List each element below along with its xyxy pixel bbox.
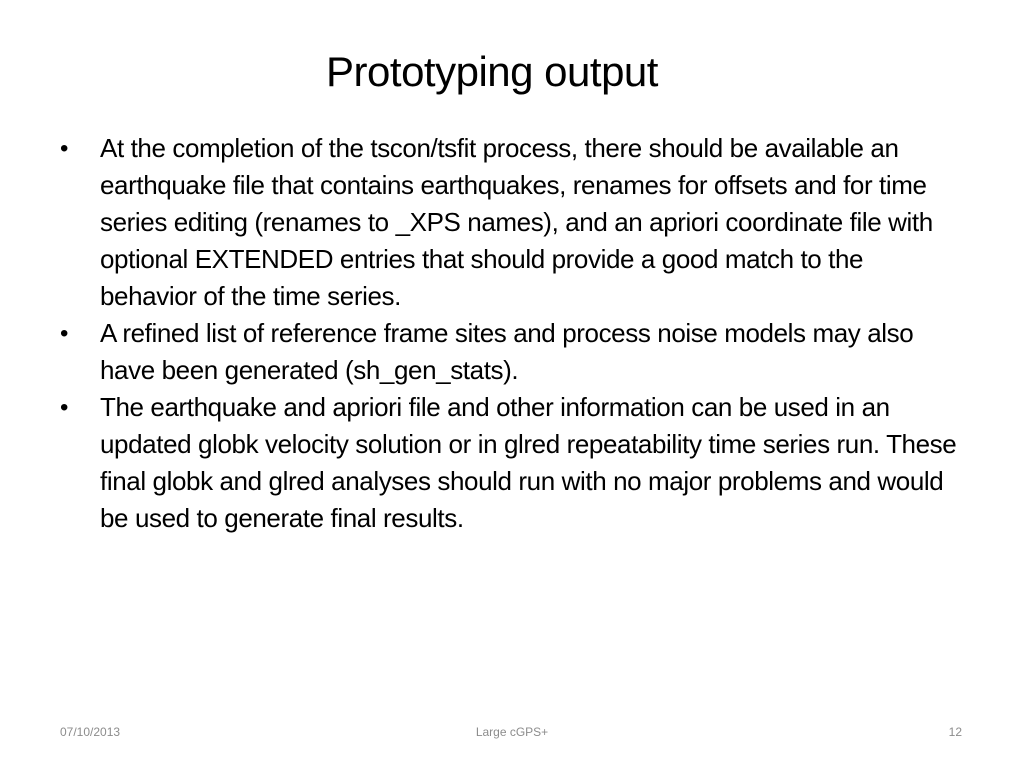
bullet-item-2 [52, 315, 962, 389]
bullet-icon: • [60, 394, 69, 421]
bullet-item-3 [52, 389, 962, 537]
bullet-text-3: The earthquake and apriori file and other information can be used in an updated globk velocity solution or in glred repeatability time series run. These final globk and glred analyses should run with no major problems and would be used to generate final results. [100, 392, 957, 533]
bullet-icon: • [60, 320, 69, 347]
bullet-text-2: A refined list of reference frame sites and process noise models may also have been generated (sh_gen_stats). [100, 318, 914, 385]
bullet-text-1: At the completion of the tscon/tsfit process, there should be available an earthquake file that contains earthquakes, renames for offsets and for time series editing (renames to _XPS names), and an apriori coordinate file with optional EXTENDED entries that should provide a good match to the behavior of the time series. [100, 133, 933, 311]
slide-number: 12 [948, 725, 962, 739]
footer-date: 07/10/2013 [60, 725, 121, 739]
slide-title: Prototyping output [326, 48, 658, 95]
footer-title: Large cGPS+ [475, 725, 549, 739]
bullet-list [52, 130, 962, 537]
bullet-icon: • [60, 135, 69, 162]
bullet-item-1 [52, 130, 962, 315]
